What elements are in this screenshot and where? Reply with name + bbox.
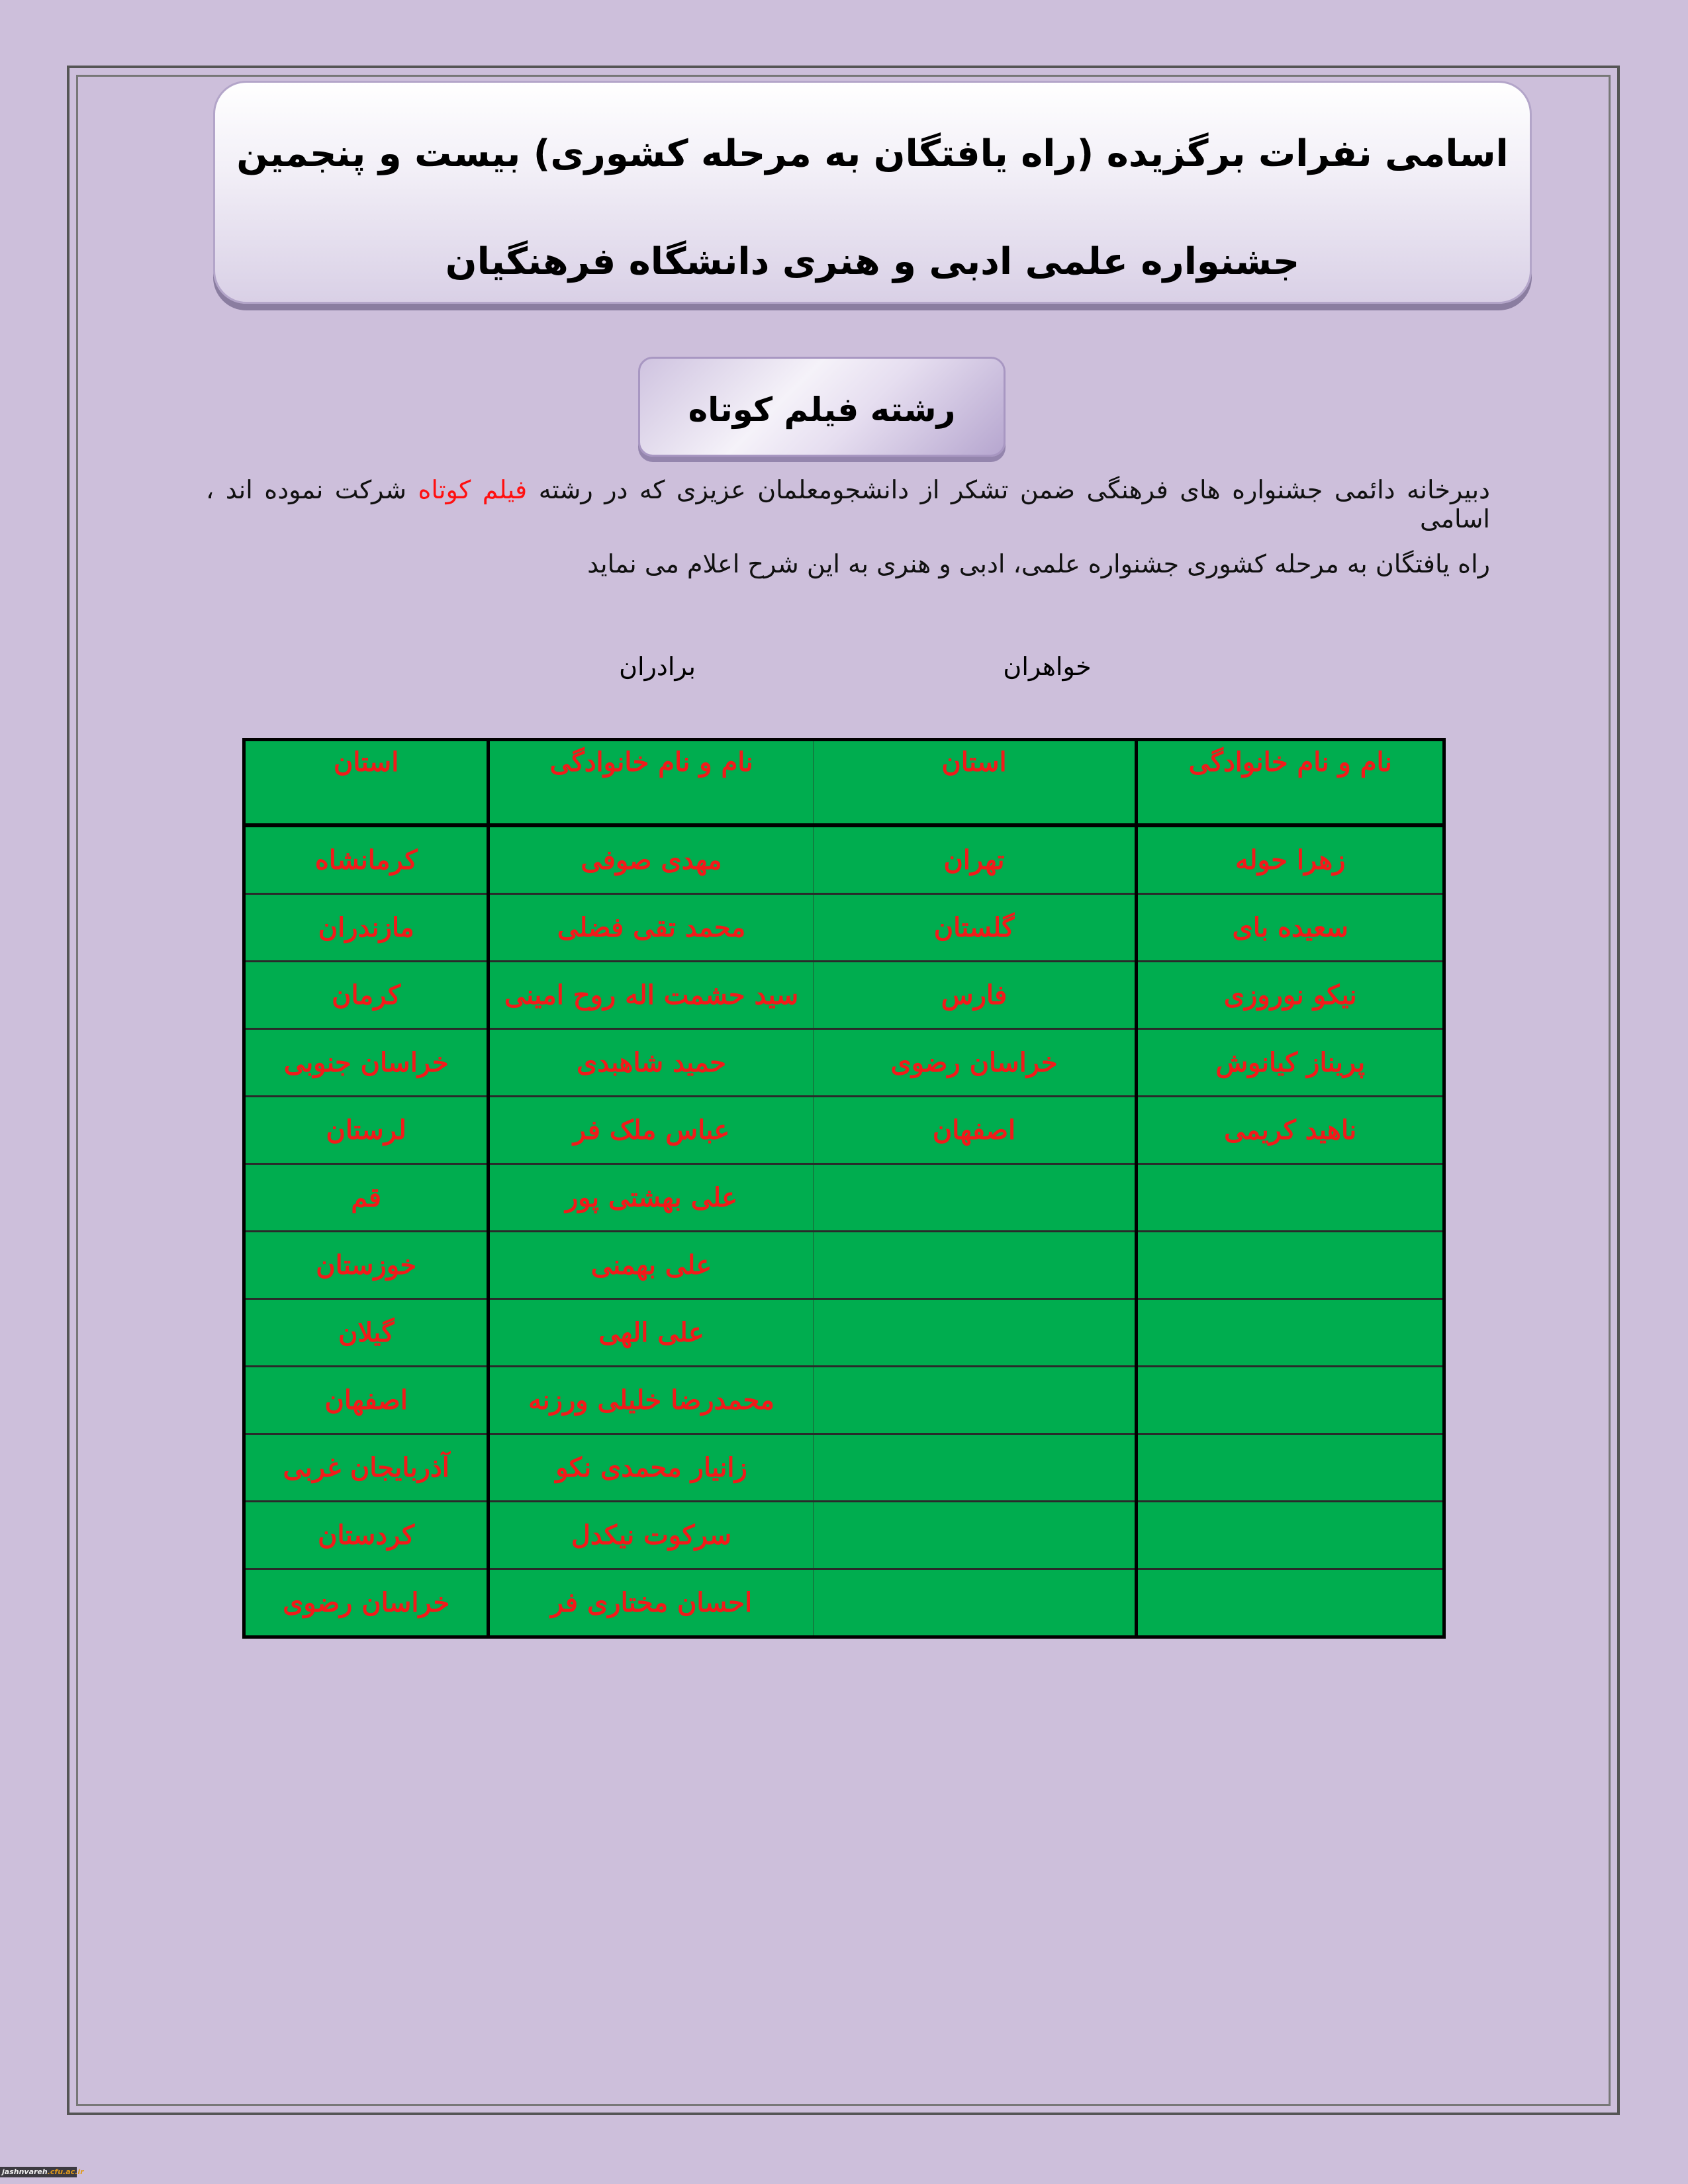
cell-brother-province: کرمانشاه [244, 825, 489, 894]
cell-sister-name [1137, 1367, 1444, 1434]
cell-brother-name: محمد تقی فضلی [489, 894, 813, 962]
table-row [244, 894, 1444, 962]
intro-highlight: فیلم کوتاه [418, 475, 528, 504]
cell-brother-name: حمید شاهبدی [489, 1029, 813, 1097]
cell-brother-province: مازندران [244, 894, 489, 962]
table-header-row [244, 740, 1444, 826]
brothers-label: برادران [619, 652, 696, 681]
cell-sister-province [813, 1232, 1137, 1299]
site-watermark [0, 2167, 84, 2177]
cell-sister-name [1137, 1434, 1444, 1502]
cell-sister-province [813, 1502, 1137, 1569]
table-row [244, 1164, 1444, 1232]
table-row [244, 1097, 1444, 1164]
cell-sister-name [1137, 1232, 1444, 1299]
cell-sister-province [813, 1367, 1137, 1434]
table-row [244, 962, 1444, 1029]
header-brother-name: نام و نام خانوادگی [489, 740, 813, 826]
cell-sister-name: زهرا حوله [1137, 825, 1444, 894]
table-row [244, 1029, 1444, 1097]
field-title: رشته فیلم کوتاه [688, 390, 956, 429]
cell-brother-province: اصفهان [244, 1367, 489, 1434]
cell-brother-name: مهدی صوفی [489, 825, 813, 894]
sisters-label: خواهران [1003, 652, 1092, 681]
cell-sister-province [813, 1299, 1137, 1367]
header-sister-province: استان [813, 740, 1137, 826]
cell-brother-province: خوزستان [244, 1232, 489, 1299]
cell-sister-name: پریناز کیانوش [1137, 1029, 1444, 1097]
header-brother-province: استان [244, 740, 489, 826]
table-row [244, 1367, 1444, 1434]
cell-brother-name: محمدرضا خلیلی ورزنه [489, 1367, 813, 1434]
cell-brother-name: علی بهشتی پور [489, 1164, 813, 1232]
cell-sister-province: فارس [813, 962, 1137, 1029]
cell-sister-name [1137, 1299, 1444, 1367]
table-row [244, 1434, 1444, 1502]
table-row [244, 1299, 1444, 1367]
intro-line-1 [206, 475, 1490, 533]
cell-sister-province: خراسان رضوی [813, 1029, 1137, 1097]
cell-sister-province [813, 1164, 1137, 1232]
cell-brother-name: علی بهمنی [489, 1232, 813, 1299]
intro-line-2: راه یافتگان به مرحله کشوری جشنواره علمی، ادبی و هنری به این شرح اعلام می نماید [587, 549, 1490, 578]
table-row [244, 1569, 1444, 1637]
cell-brother-name: احسان مختاری فر [489, 1569, 813, 1637]
cell-sister-province: تهران [813, 825, 1137, 894]
cell-sister-name [1137, 1164, 1444, 1232]
watermark-prefix: jashnvareh [2, 2167, 48, 2176]
cell-brother-province: آذربایجان غربی [244, 1434, 489, 1502]
cell-brother-name: علی الهی [489, 1299, 813, 1367]
field-title-banner [638, 357, 1006, 457]
intro-text-after: شرکت نموده اند ، اسامی [206, 475, 1490, 533]
title-banner [213, 81, 1532, 304]
cell-sister-name [1137, 1569, 1444, 1637]
cell-brother-province: خراسان جنوبی [244, 1029, 489, 1097]
cell-brother-province: قم [244, 1164, 489, 1232]
cell-brother-name: زانیار محمدی نکو [489, 1434, 813, 1502]
cell-sister-province [813, 1434, 1137, 1502]
cell-sister-name [1137, 1502, 1444, 1569]
cell-sister-province [813, 1569, 1137, 1637]
title-line-2: جشنواره علمی ادبی و هنری دانشگاه فرهنگیان [445, 240, 1300, 283]
winners-table [242, 738, 1446, 1639]
table-row [244, 1232, 1444, 1299]
title-line-1: اسامی نفرات برگزیده (راه یافتگان به مرحله کشوری) بیست و پنجمین [236, 132, 1509, 175]
header-sister-name: نام و نام خانوادگی [1137, 740, 1444, 826]
table-row [244, 1502, 1444, 1569]
watermark-suffix: .cfu.ac.ir [47, 2167, 84, 2176]
intro-text-before: دبیرخانه دائمی جشنواره های فرهنگی ضمن تشکر از دانشجومعلمان عزیزی که در رشته [527, 475, 1490, 504]
cell-brother-name: سرکوت نیکدل [489, 1502, 813, 1569]
cell-brother-name: سید حشمت اله روح امینی [489, 962, 813, 1029]
cell-brother-province: خراسان رضوی [244, 1569, 489, 1637]
cell-brother-province: کرمان [244, 962, 489, 1029]
cell-sister-province: اصفهان [813, 1097, 1137, 1164]
cell-brother-name: عباس ملک فر [489, 1097, 813, 1164]
cell-brother-province: لرستان [244, 1097, 489, 1164]
cell-sister-name: نیکو نوروزی [1137, 962, 1444, 1029]
table-row [244, 825, 1444, 894]
cell-sister-name: ناهید کریمی [1137, 1097, 1444, 1164]
cell-sister-name: سعیده بای [1137, 894, 1444, 962]
cell-brother-province: کردستان [244, 1502, 489, 1569]
cell-sister-province: گلستان [813, 894, 1137, 962]
cell-brother-province: گیلان [244, 1299, 489, 1367]
